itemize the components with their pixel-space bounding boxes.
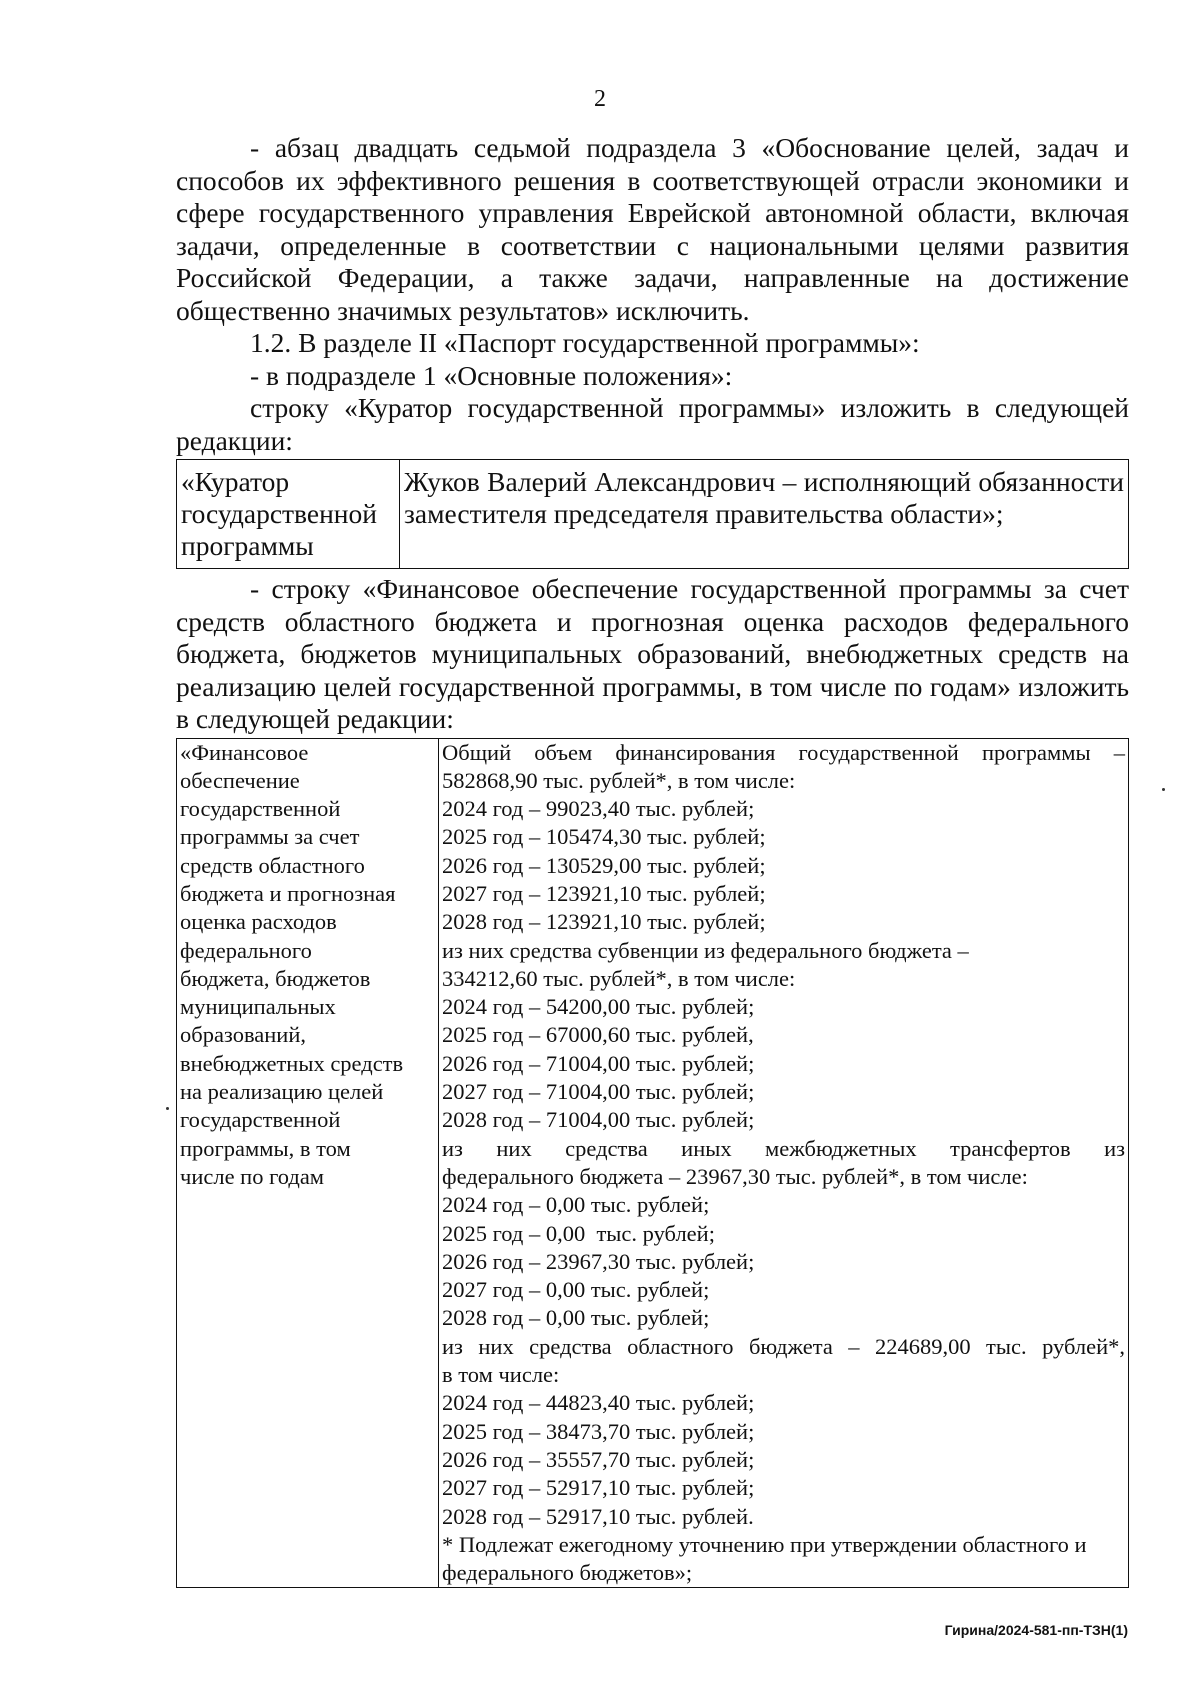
finance-label-line: муниципальных bbox=[180, 994, 336, 1020]
finance-value-line: из них средства субвенции из федерального бюджета – bbox=[442, 937, 969, 963]
finance-value-line: в том числе: bbox=[442, 1362, 560, 1388]
finance-value-line: 2025 год – 38473,70 тыс. рублей; bbox=[442, 1418, 755, 1444]
finance-label-line: числе по годам bbox=[180, 1163, 325, 1189]
finance-label-line: оценка расходов bbox=[180, 909, 337, 935]
finance-label-line: бюджета, бюджетов bbox=[180, 965, 371, 991]
scan-speck bbox=[166, 1107, 169, 1110]
finance-value-line: федерального бюджета – 23967,30 тыс. рублей*, в том числе: bbox=[442, 1163, 1028, 1189]
finance-value-line: 2027 год – 123921,10 тыс. рублей; bbox=[442, 880, 766, 906]
finance-value-line: 2028 год – 52917,10 тыс. рублей. bbox=[442, 1503, 754, 1529]
finance-row bbox=[177, 738, 1129, 1588]
finance-value-line: 2026 год – 35557,70 тыс. рублей; bbox=[442, 1446, 755, 1472]
finance-value-line: 582868,90 тыс. рублей*, в том числе: bbox=[442, 767, 796, 793]
curator-row bbox=[177, 460, 1129, 569]
finance-value-line: 2026 год – 23967,30 тыс. рублей; bbox=[442, 1248, 755, 1274]
finance-label-line: на реализацию целей bbox=[180, 1079, 384, 1105]
finance-value-line: 2025 год – 105474,30 тыс. рублей; bbox=[442, 824, 766, 850]
finance-value-line: * Подлежат ежегодному уточнению при утверждении областного и bbox=[442, 1531, 1087, 1557]
finance-label-line: государственной bbox=[180, 796, 341, 822]
finance-value-line: 2024 год – 99023,40 тыс. рублей; bbox=[442, 796, 755, 822]
finance-value-line: 2025 год – 0,00 тыс. рублей; bbox=[442, 1220, 715, 1246]
scan-speck bbox=[1162, 788, 1165, 791]
paragraph-abzac: - абзац двадцать седьмой подраздела 3 «Обоснование целей, задач и способов их эффективного решения в соответствующей отрасли экономики и сфере государственного управления Еврейской автономной области, включая задачи, определенные в соответствии с национальными целями развития Российской Федерации, а также задачи, направленные на достижение общественно значимых результатов» исключить. bbox=[176, 132, 1129, 326]
finance-label-line: федерального bbox=[180, 937, 312, 963]
finance-value-line: 2028 год – 71004,00 тыс. рублей; bbox=[442, 1107, 755, 1133]
finance-value-line: 2028 год – 123921,10 тыс. рублей; bbox=[442, 909, 766, 935]
finance-value-line: 2026 год – 71004,00 тыс. рублей; bbox=[442, 1050, 755, 1076]
finance-value-cell bbox=[439, 738, 1129, 1588]
finance-label-cell bbox=[177, 738, 439, 1588]
finance-value-line: Общий объем финансирования государственной программы – bbox=[442, 739, 1125, 765]
finance-value-line: из них средства областного бюджета – 224689,00 тыс. рублей*, bbox=[442, 1333, 1125, 1359]
curator-label-cell: «Куратор государственной программы bbox=[177, 460, 400, 569]
finance-label-line: обеспечение bbox=[180, 767, 300, 793]
paragraph-section-1-2: 1.2. В разделе II «Паспорт государственной программы»: bbox=[250, 327, 920, 358]
finance-value-line: 334212,60 тыс. рублей*, в том числе: bbox=[442, 965, 796, 991]
finance-label-line: «Финансовое bbox=[180, 739, 309, 765]
paragraph-finance-intro: - строку «Финансовое обеспечение государственной программы за счет средств областного бюджета и прогнозная оценка расходов федерального бюджета, бюджетов муниципальных образований, внебюджетных средств на реализацию целей государственной программы, в том числе по годам» изложить в следующей редакции: bbox=[176, 573, 1129, 734]
finance-value-line: 2027 год – 52917,10 тыс. рублей; bbox=[442, 1475, 755, 1501]
curator-table bbox=[176, 459, 1129, 569]
document-body bbox=[176, 132, 1129, 1588]
finance-label-line: программы, в том bbox=[180, 1135, 351, 1161]
finance-label-line: средств областного bbox=[180, 852, 365, 878]
finance-label-line: бюджета и прогнозная bbox=[180, 880, 396, 906]
finance-label-line: государственной bbox=[180, 1107, 341, 1133]
finance-value-line: 2028 год – 0,00 тыс. рублей; bbox=[442, 1305, 710, 1331]
finance-value-line: 2024 год – 54200,00 тыс. рублей; bbox=[442, 994, 755, 1020]
finance-value-line: 2026 год – 130529,00 тыс. рублей; bbox=[442, 852, 766, 878]
finance-value-line: 2025 год – 67000,60 тыс. рублей, bbox=[442, 1022, 754, 1048]
curator-value-cell: Жуков Валерий Александрович – исполняющий обязанности заместителя председателя правительства области»; bbox=[400, 460, 1129, 569]
finance-value-line: из них средства иных межбюджетных трансфертов из bbox=[442, 1135, 1125, 1161]
finance-table bbox=[176, 738, 1129, 1589]
finance-value-line: федерального бюджетов»; bbox=[442, 1560, 693, 1586]
finance-label-line: программы за счет bbox=[180, 824, 360, 850]
finance-label-line: внебюджетных средств bbox=[180, 1050, 404, 1076]
paragraph-subsection-1: - в подразделе 1 «Основные положения»: bbox=[250, 359, 733, 391]
finance-value-line: 2027 год – 0,00 тыс. рублей; bbox=[442, 1277, 710, 1303]
finance-value-line: 2027 год – 71004,00 тыс. рублей; bbox=[442, 1079, 755, 1105]
finance-label-line: образований, bbox=[180, 1022, 307, 1048]
finance-value-line: 2024 год – 0,00 тыс. рублей; bbox=[442, 1192, 710, 1218]
footer-doc-code: Гирина/2024-581-пп-ТЗН(1) bbox=[944, 1622, 1128, 1638]
finance-value-line: 2024 год – 44823,40 тыс. рублей; bbox=[442, 1390, 755, 1416]
paragraph-curator-intro: строку «Куратор государственной программы» изложить в следующей редакции: bbox=[176, 392, 1129, 456]
page-number: 2 bbox=[594, 86, 606, 112]
